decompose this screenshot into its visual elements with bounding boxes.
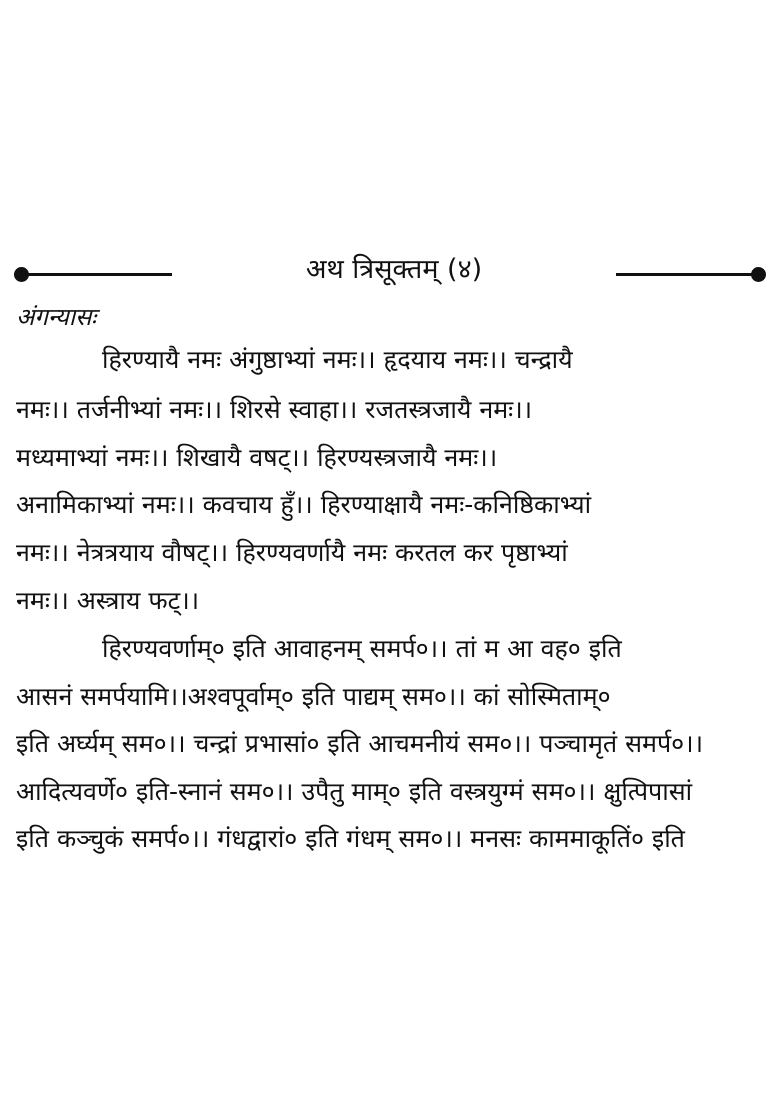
paragraph1-line: नमः।। तर्जनीभ्यां नमः।। शिरसे स्वाहा।। रजतस्त्रजायै नमः।।	[16, 395, 533, 424]
paragraph2-line: इति अर्घ्यम् सम०।। चन्द्रां प्रभासां० इति आचमनीयं सम०।। पञ्चामृतं समर्प०।।	[16, 729, 704, 758]
paragraph1-line: नमः।। अस्त्राय फट्।।	[16, 586, 200, 615]
paragraph2-line: हिरण्यवर्णाम्० इति आवाहनम् समर्प०।। तां म आ वह० इति	[102, 634, 622, 663]
header-rule-right	[616, 273, 758, 276]
paragraph1-line: मध्यमाभ्यां नमः।। शिखायै वषट्।। हिरण्यस्त्रजायै नमः।।	[16, 443, 498, 472]
paragraph1-line: अनामिकाभ्यां नमः।। कवचाय हुँ।। हिरण्याक्षायै नमः-कनिष्ठिकाभ्यां	[16, 490, 592, 519]
paragraph2-line: आसनं समर्पयामि।।अश्वपूर्वाम्० इति पाद्यम् सम०।। कां सोस्मिताम्०	[16, 682, 611, 711]
paragraph1-line: हिरण्यायै नमः अंगुष्ठाभ्यां नमः।। हृदयाय नमः।। चन्द्रायै	[102, 345, 573, 374]
page-title: अथ त्रिसूक्तम् (४)	[305, 254, 483, 285]
header-ornament-right-dot	[751, 267, 766, 282]
header-rule-left	[22, 273, 172, 276]
paragraph2-line: आदित्यवर्णे० इति-स्नानं सम०।। उपैतु माम्० इति वस्त्रयुग्मं सम०।। क्षुत्पिपासां	[16, 777, 693, 806]
page-header	[14, 248, 766, 292]
section-label: अंगन्यासः	[16, 303, 97, 331]
paragraph1-line: नमः।। नेत्रत्रयाय वौषट्।। हिरण्यवर्णायै नमः करतल कर पृष्ठाभ्यां	[16, 538, 568, 567]
paragraph2-line: इति कञ्चुकं समर्प०।। गंधद्वारां० इति गंधम् सम०।। मनसः काममाकूतिं० इति	[16, 824, 685, 853]
